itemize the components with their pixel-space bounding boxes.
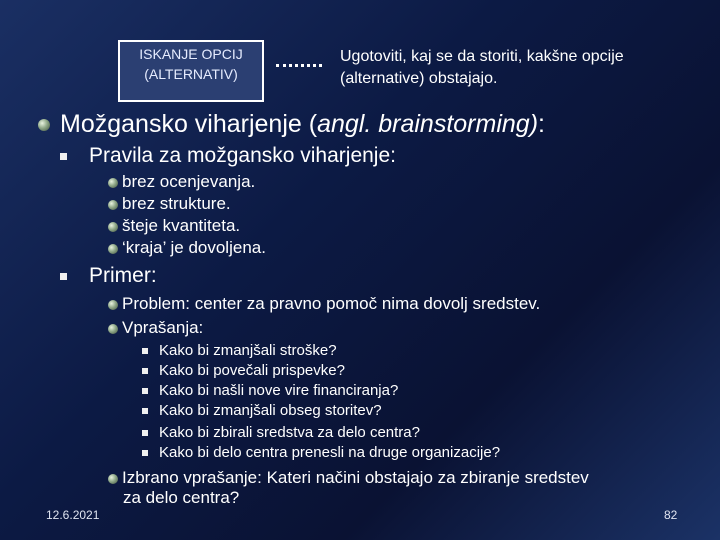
question-item [142,444,500,461]
rule-text: brez ocenjevanja. [122,172,256,191]
question-item [142,362,345,379]
alternatives-box [118,40,264,102]
rule-text: šteje kvantiteta. [122,216,241,235]
heading-suffix: : [538,110,545,138]
chosen-question-cont: za delo centra? [123,488,240,507]
example-title-text: Primer: [89,264,157,287]
heading-prefix: Možgansko viharjenje ( [60,110,318,138]
footer-date: 12.6.2021 [46,508,100,522]
square-bullet-icon [142,348,148,354]
square-bullet-icon [142,408,148,414]
heading-italic: angl. brainstorming) [317,110,539,138]
bullet-icon [108,300,118,310]
square-bullet-icon [142,450,148,456]
square-bullet-icon [60,153,67,160]
problem-text: Problem: center za pravno pomoč nima dovolj sredstev. [122,294,541,313]
main-heading [38,110,545,139]
square-bullet-icon [142,368,148,374]
square-bullet-icon [142,388,148,394]
rule-item [108,172,255,192]
questions-label-text: Vprašanja: [122,318,204,337]
question-text: Kako bi našli nove vire financiranja? [159,382,399,399]
question-item [142,382,398,399]
problem-line [108,294,540,314]
square-bullet-icon [142,430,148,436]
question-text: Kako bi povečali prispevke? [159,362,345,379]
chosen-question [108,468,589,488]
questions-label [108,318,203,338]
question-text: Kako bi zmanjšali obseg storitev? [159,402,382,419]
bullet-icon [108,474,118,484]
square-bullet-icon [60,273,67,280]
bullet-icon [108,178,118,188]
bullet-icon [38,119,50,131]
rule-text: ‘kraja’ je dovoljena. [122,238,266,257]
rule-item [108,216,240,236]
rules-title [60,144,396,168]
question-item [142,402,382,419]
rules-title-text: Pravila za možgansko viharjenje: [89,144,396,167]
bullet-icon [108,200,118,210]
top-note: Ugotoviti, kaj se da storiti, kakšne opcije (alternative) obstajajo. [340,48,624,87]
bullet-icon [108,324,118,334]
question-text: Kako bi delo centra prenesli na druge organizacije? [159,444,501,461]
dotted-connector [276,64,322,67]
question-item [142,342,337,359]
bullet-icon [108,222,118,232]
rule-item [108,238,266,258]
question-text: Kako bi zbirali sredstva za delo centra? [159,424,420,441]
example-title [60,264,157,288]
bullet-icon [108,244,118,254]
page-number: 82 [664,508,678,522]
rule-text: brez strukture. [122,194,231,213]
question-text: Kako bi zmanjšali stroške? [159,342,337,359]
chosen-question-line1: Izbrano vprašanje: Kateri načini obstajajo za zbiranje sredstev [122,468,589,487]
rule-item [108,194,231,214]
alternatives-box-text: ISKANJE OPCIJ (ALTERNATIV) [139,46,243,82]
question-item [142,424,420,441]
